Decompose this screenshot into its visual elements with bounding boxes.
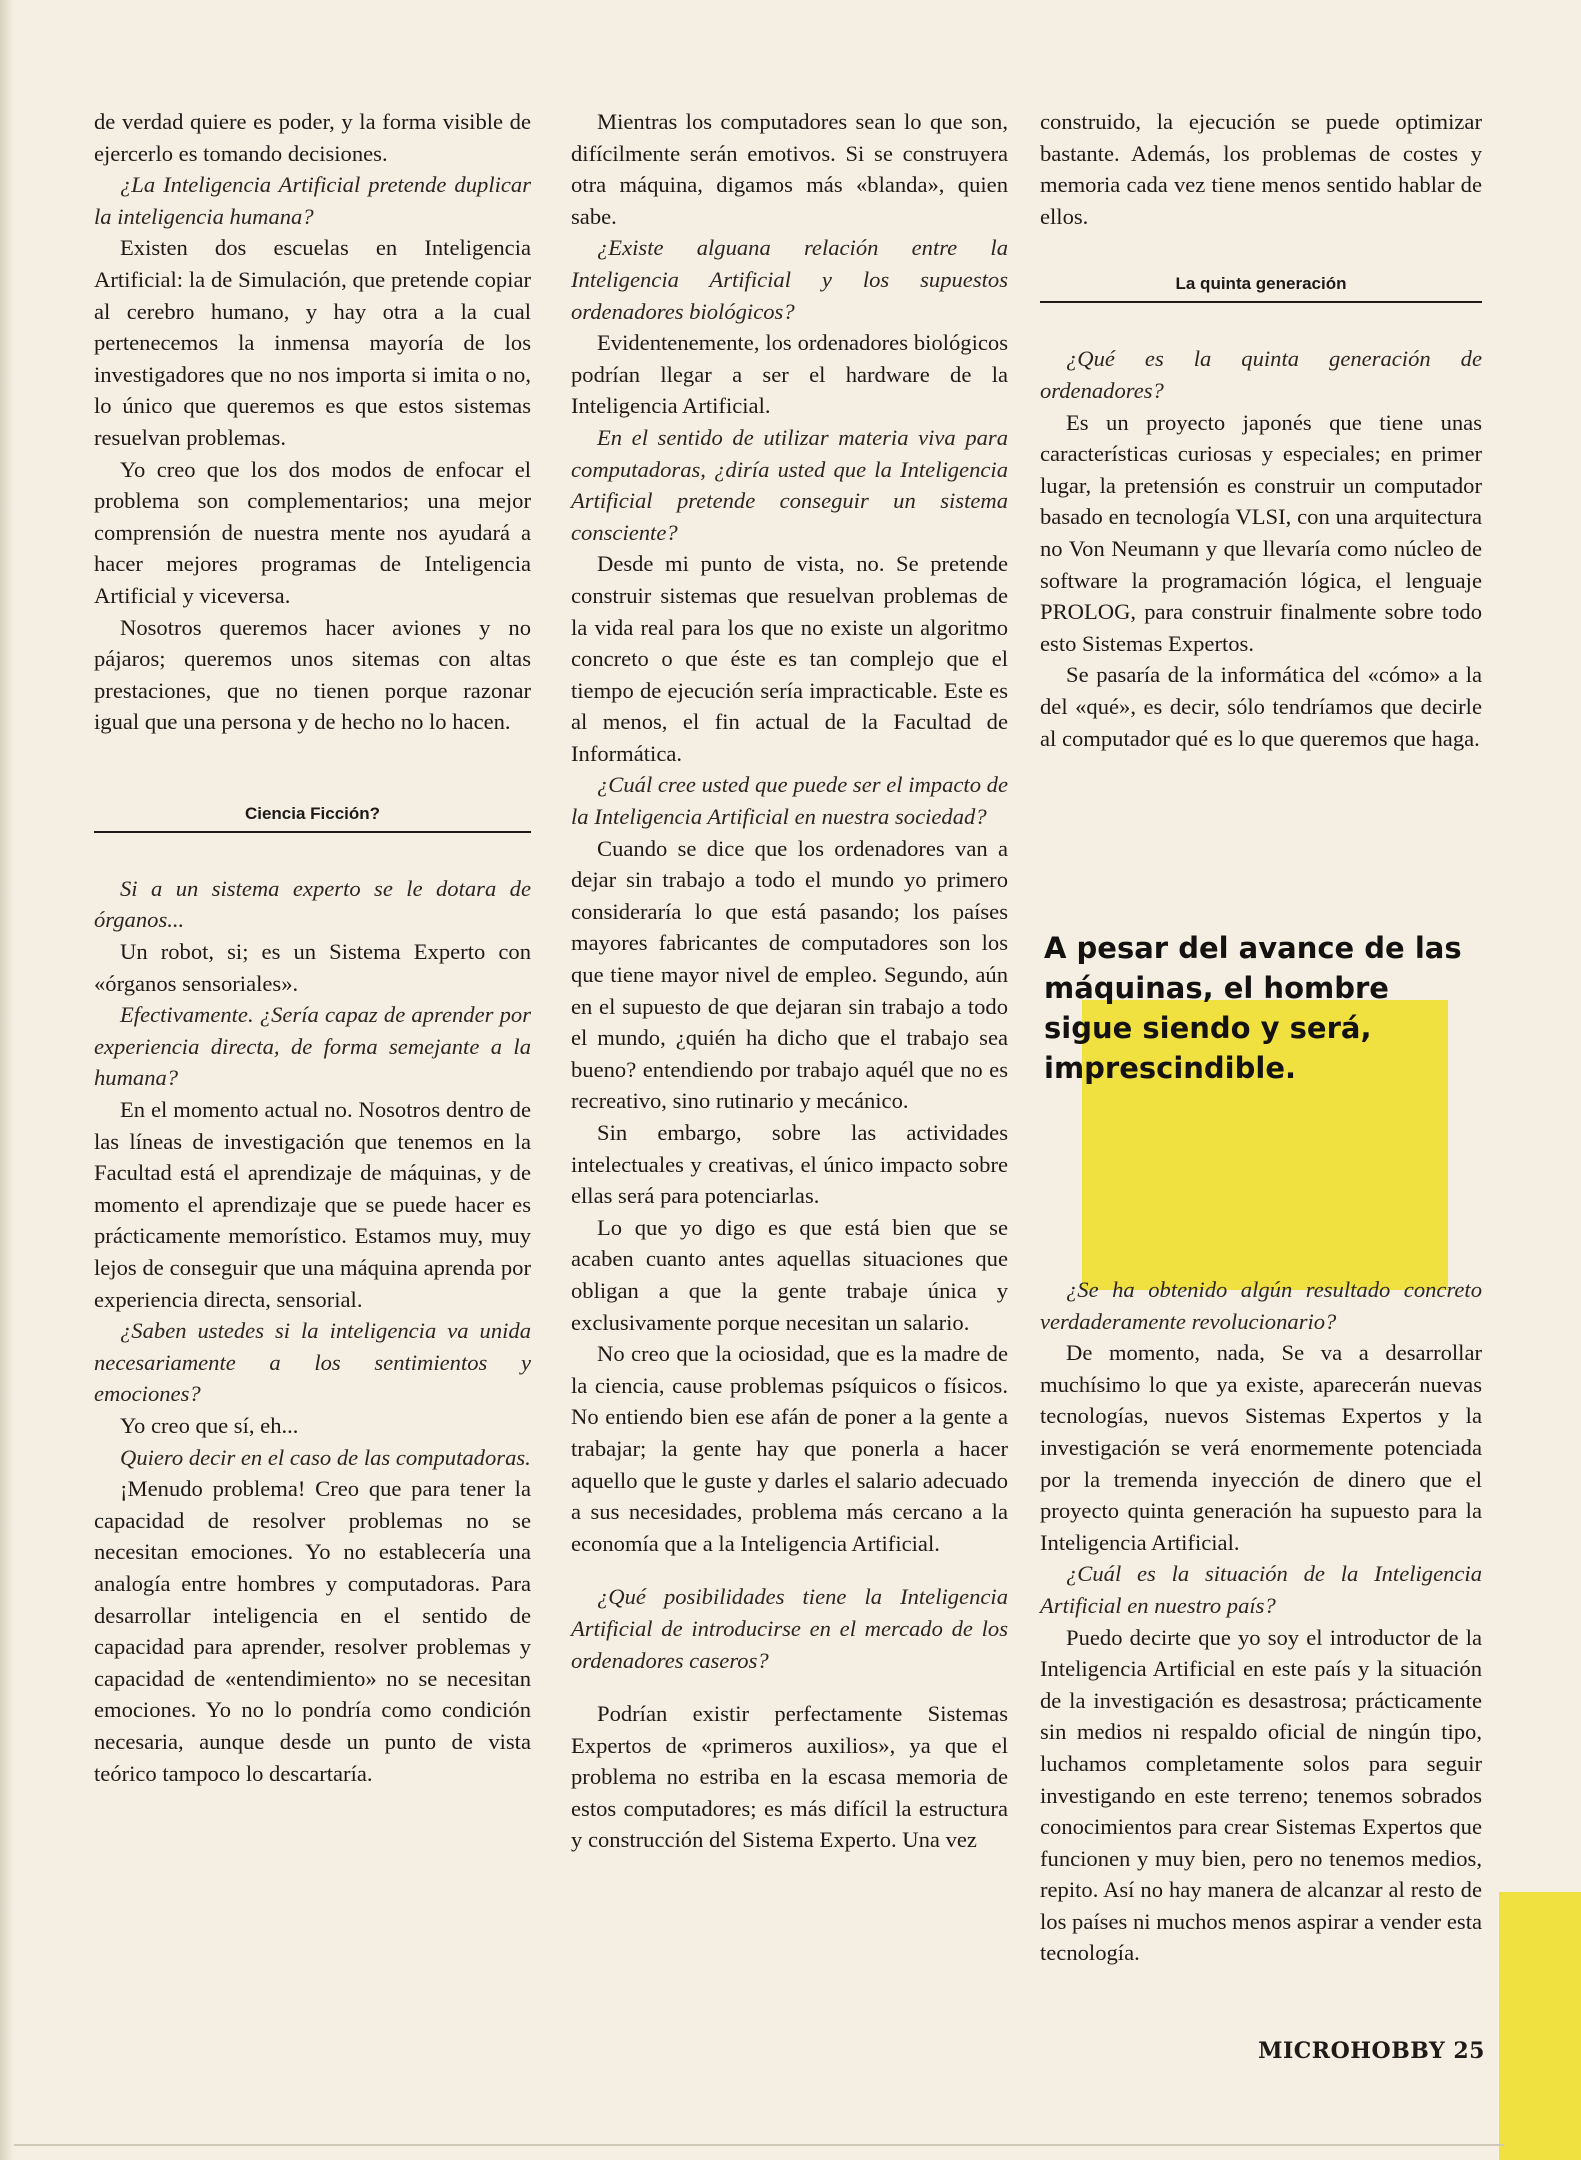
paragraph: Un robot, si; es un Sistema Experto con «órganos sensoriales». — [94, 939, 531, 996]
interview-question: En el sentido de utilizar materia viva para computadoras, ¿diría usted que la Inteligencia Artificial pretende conseguir un sistema consciente? — [571, 424, 1008, 545]
paragraph: Cuando se dice que los ordenadores van a dejar sin trabajo a todo el mundo yo primero consideraría lo que está pasando; los países mayores fabricantes de computadores son los que tiene mayor nivel de empleo. Segundo, aún en el supuesto de que dejaran sin trabajo a todo el mundo, ¿quién ha dicho que el trabajo sea bueno? entendiendo por trabajo aquél que no es recreativo, sino rutinario y mecánico. — [571, 835, 1008, 1114]
paragraph: Evidentenemente, los ordenadores biológicos podrían llegar a ser el hardware de la Inteligencia Artificial. — [571, 330, 1008, 419]
paragraph: Se pasaría de la informática del «cómo» a la del «qué», es decir, sólo tendríamos que decirle al computador qué es lo que queremos que haga. — [1040, 662, 1482, 751]
paragraph: Mientras los computadores sean lo que son, difícilmente serán emotivos. Si se construyera otra máquina, digamos más «blanda», quien sabe. — [571, 109, 1008, 229]
paragraph: Sin embargo, sobre las actividades intelectuales y creativas, el único impacto sobre ellas será para potenciarlas. — [571, 1120, 1008, 1209]
page-footer — [1258, 2038, 1485, 2064]
paragraph: Desde mi punto de vista, no. Se pretende construir sistemas que resuelvan problemas de la vida real para los que no existe un algoritmo concreto o que éste es tan complejo que el tiempo de ejecución sería impracticable. Este es al menos, el fin actual de la Facultad de Informática. — [571, 551, 1008, 766]
interview-question: Si a un sistema experto se le dotara de órganos... — [94, 875, 531, 933]
paragraph: Nosotros queremos hacer aviones y no pájaros; queremos unos sitemas con altas prestaciones, que no tienen porque razonar igual que una persona y de hecho no lo hacen. — [94, 614, 531, 735]
paragraph: Lo que yo digo es que está bien que se acaben cuanto antes aquellas situaciones que obligan a que la gente trabaje única y exclusivamente porque necesitan un salario. — [571, 1214, 1008, 1335]
interview-question: ¿Qué es la quinta generación de ordenadores? — [1040, 346, 1482, 403]
interview-question: ¿Cuál es la situación de la Inteligencia Artificial en nuestro país? — [1040, 1561, 1482, 1618]
interview-question: ¿Saben ustedes si la inteligencia va unida necesariamente a los sentimientos y emociones? — [94, 1318, 531, 1407]
column-3 — [1040, 106, 1482, 754]
column-2 — [571, 106, 1008, 1856]
paragraph: de verdad quiere es poder, y la forma visible de ejercerlo es tomando decisiones. — [94, 109, 531, 166]
paragraph: Es un proyecto japonés que tiene unas características curiosas y especiales; en primer lugar, la pretensión es construir un computador basado en tecnología VLSI, con una arquitectura no Von Neumann y que llevaría como núcleo de software la programación lógica, el lenguaje PROLOG, para construir finalmente sobre todo esto Sistemas Expertos. — [1040, 409, 1482, 656]
paragraph: Puedo decirte que yo soy el introductor de la Inteligencia Artificial en este país y la situación de la investigación es desastrosa; prácticamente sin medios ni respaldo oficial de ningún tipo, luchamos completamente solos para seguir investigando en este terreno; tenemos sobrados conocimientos para crear Sistemas Expertos que funcionen y muy bien, pero no tenemos medios, repito. Así no hay manera de alcanzar al resto de los países ni muchos menos aspirar a vender esta tecnología. — [1040, 1624, 1482, 1966]
interview-question: ¿La Inteligencia Artificial pretende duplicar la inteligencia humana? — [94, 172, 531, 229]
interview-question: Quiero decir en el caso de las computadoras. — [120, 1444, 531, 1470]
interview-question: ¿Qué posibilidades tiene la Inteligencia Artificial de introducirse en el mercado de los ordenadores caseros? — [571, 1584, 1008, 1673]
interview-question: ¿Cuál cree usted que puede ser el impacto de la Inteligencia Artificial en nuestra sociedad? — [571, 772, 1008, 830]
section-subhead: La quinta generación — [1040, 272, 1482, 303]
yellow-edge-tab — [1499, 1892, 1581, 2160]
bottom-rule — [14, 2144, 1504, 2146]
interview-question: ¿Se ha obtenido algún resultado concreto verdaderamente revolucionario? — [1040, 1277, 1482, 1334]
paragraph: No creo que la ociosidad, que es la madre de la ciencia, cause problemas psíquicos o físicos. No entiendo bien ese afán de poner a la gente a trabajar; la gente hay que ponerla a hacer aquello que le guste y darles el salario adecuado a sus necesidades, problema más cercano a la economía que a la Inteligencia Artificial. — [571, 1341, 1008, 1556]
pull-quote: A pesar del avance de las máquinas, el hombre sigue siendo y será, imprescindible. — [1044, 931, 1462, 1085]
paragraph: Yo creo que los dos modos de enfocar el problema son complementarios; una mejor comprensión de nuestra mente nos ayudará a hacer mejores programas de Inteligencia Artificial y viceversa. — [94, 456, 531, 608]
page-number: 25 — [1453, 2038, 1485, 2064]
section-subhead: Ciencia Ficción? — [94, 802, 531, 833]
paragraph: De momento, nada, Se va a desarrollar muchísimo lo que ya existe, aparecerán nuevas tecnologías, nuevos Sistemas Expertos y la investigación se verá enormemente potenciada por la tremenda inyección de dinero que el proyecto quinta generación ha supuesto para la Inteligencia Artificial. — [1040, 1340, 1482, 1555]
paragraph: construido, la ejecución se puede optimizar bastante. Además, los problemas de costes y memoria cada vez tiene menos sentido hablar de ellos. — [1040, 109, 1482, 229]
magazine-name: MICROHOBBY — [1258, 2038, 1446, 2064]
column-1 — [94, 106, 531, 1789]
paragraph: Existen dos escuelas en Inteligencia Artificial: la de Simulación, que pretende copiar al cerebro humano, y hay otra a la cual pertenecemos la inmensa mayoría de los investigadores que no nos importa si imita o no, lo único que queremos es que estos sistemas resuelvan problemas. — [94, 235, 531, 450]
column-3-lower — [1040, 1274, 1482, 1969]
paragraph: En el momento actual no. Nosotros dentro de las líneas de investigación que tenemos en la Facultad está el aprendizaje de máquinas, y de momento el aprendizaje que se puede hacer es prácticamente memorístico. Estamos muy, muy lejos de conseguir que una máquina aprenda por experiencia directa, sensorial. — [94, 1097, 531, 1312]
page-edge — [0, 0, 14, 2160]
interview-question: Efectivamente. ¿Sería capaz de aprender por experiencia directa, de forma semejante a la humana? — [94, 1002, 531, 1091]
paragraph: Podrían existir perfectamente Sistemas Expertos de «primeros auxilios», ya que el problema no estriba en la escasa memoria de estos computadores; es más difícil la estructura y construcción del Sistema Experto. Una vez — [571, 1701, 1008, 1853]
interview-question: ¿Existe alguana relación entre la Inteligencia Artificial y los supuestos ordenadores biológicos? — [571, 235, 1008, 324]
paragraph: ¡Menudo problema! Creo que para tener la capacidad de resolver problemas no se necesitan emociones. Yo no establecería una analogía entre hombres y computadoras. Para desarrollar inteligencia en el sentido de capacidad para aprender, resolver problemas y capacidad de «entendimiento» no se necesitan emociones. Yo no lo pondría como condición necesaria, aunque desde un punto de vista teórico tampoco lo descartaría. — [94, 1476, 531, 1786]
paragraph: Yo creo que sí, eh... — [120, 1412, 299, 1438]
